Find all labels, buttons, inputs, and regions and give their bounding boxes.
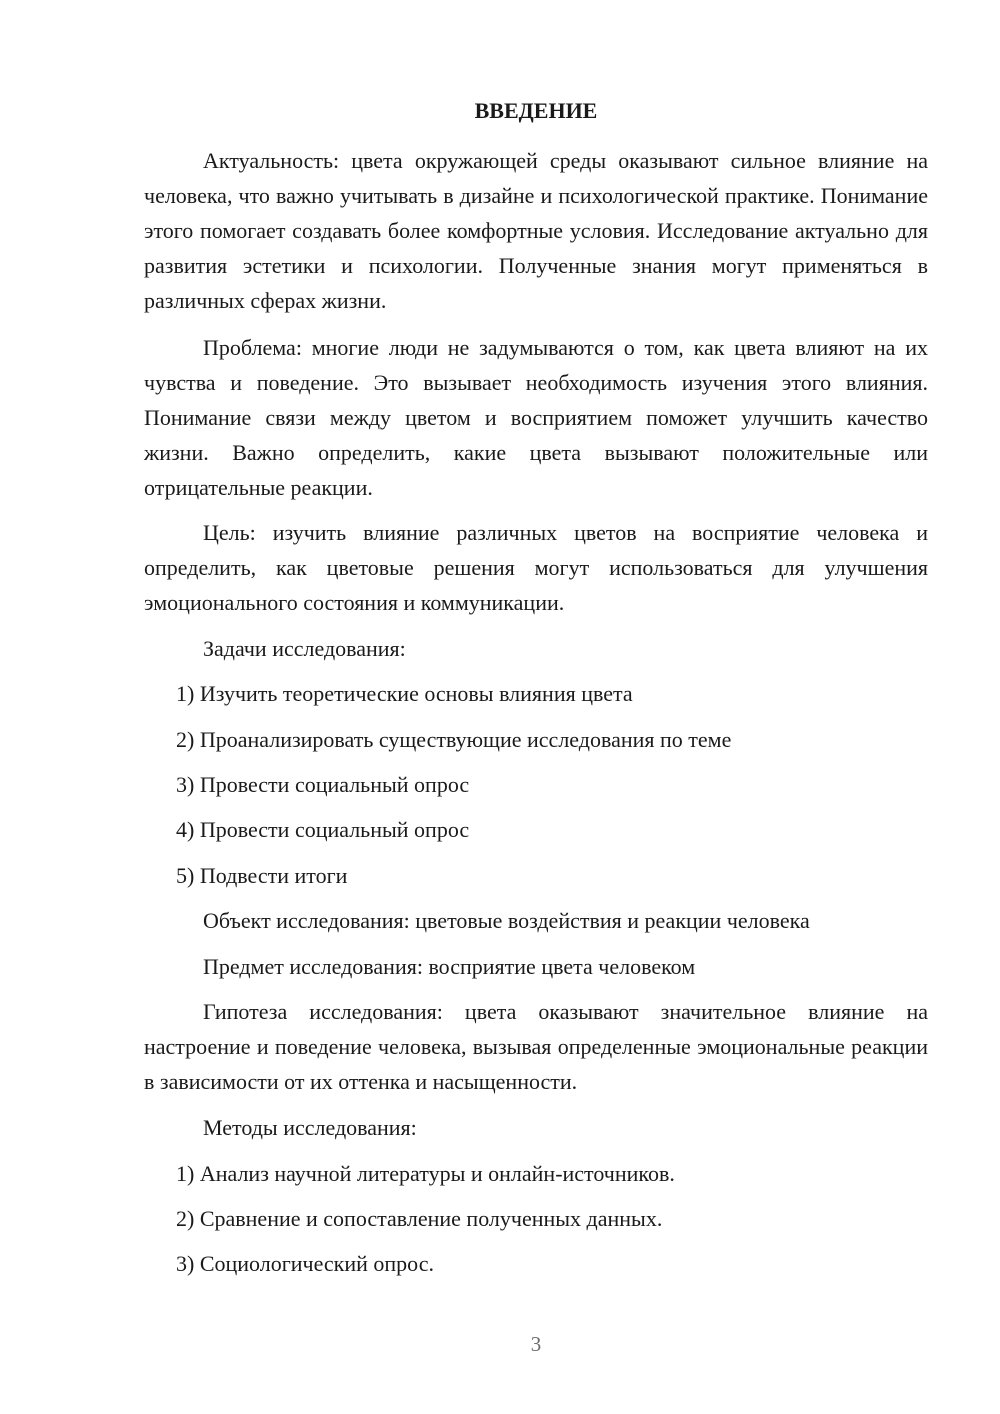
method-item: 1) Анализ научной литературы и онлайн-источников. (176, 1161, 675, 1186)
method-item: 3) Социологический опрос. (176, 1251, 434, 1276)
tasks-list-row-2 (144, 722, 928, 757)
methods-list-row-2 (144, 1201, 928, 1236)
methods-heading-row (144, 1110, 928, 1145)
hypothesis-section (144, 994, 928, 1099)
research-subject: Предмет исследования: восприятие цвета человеком (203, 954, 696, 979)
hypothesis-paragraph: Гипотеза исследования: цвета оказывают значительное влияние на настроение и поведение человека, вызывая определенные эмоциональные реакции в зависимости от их оттенка и насыщенности. (144, 999, 928, 1094)
tasks-list-row-3 (144, 767, 928, 802)
page-title: ВВЕДЕНИЕ (474, 98, 598, 123)
relevance-section (144, 143, 928, 318)
goal-paragraph: Цель: изучить влияние различных цветов на восприятие человека и определить, как цветовые решения могут использоваться для улучшения эмоционального состояния и коммуникации. (144, 520, 928, 615)
task-item: 3) Провести социальный опрос (176, 772, 470, 797)
problem-section (144, 330, 928, 505)
tasks-heading-row (144, 631, 928, 666)
task-item: 5) Подвести итоги (176, 863, 348, 888)
task-item: 2) Проанализировать существующие исследования по теме (176, 727, 732, 752)
methods-list-row-3 (144, 1246, 928, 1281)
relevance-paragraph: Актуальность: цвета окружающей среды оказывают сильное влияние на человека, что важно учитывать в дизайне и психологической практике. Понимание этого помогает создавать более комфортные условия. Исследование актуально для развития эстетики и психологии. Полученные знания могут применяться в различных сферах жизни. (144, 148, 928, 313)
tasks-heading: Задачи исследования: (203, 636, 406, 661)
method-item: 2) Сравнение и сопоставление полученных данных. (176, 1206, 663, 1231)
task-item: 4) Провести социальный опрос (176, 817, 470, 842)
tasks-list-row-5 (144, 858, 928, 893)
methods-list-row-1 (144, 1156, 928, 1191)
problem-paragraph: Проблема: многие люди не задумываются о том, как цвета влияют на их чувства и поведение. Это вызывает необходимость изучения этого влияния. Понимание связи между цветом и восприятием поможет улучшить качество жизни. Важно определить, какие цвета вызывают положительные или отрицательные реакции. (144, 335, 928, 500)
tasks-list-row-4 (144, 812, 928, 847)
research-object: Объект исследования: цветовые воздействия и реакции человека (203, 908, 810, 933)
subject-row (144, 949, 928, 984)
task-item: 1) Изучить теоретические основы влияния цвета (176, 681, 633, 706)
object-row (144, 903, 928, 938)
tasks-list-row-1 (144, 676, 928, 711)
page-number: 3 (530, 1332, 542, 1356)
methods-heading: Методы исследования: (203, 1115, 417, 1140)
goal-section (144, 515, 928, 620)
